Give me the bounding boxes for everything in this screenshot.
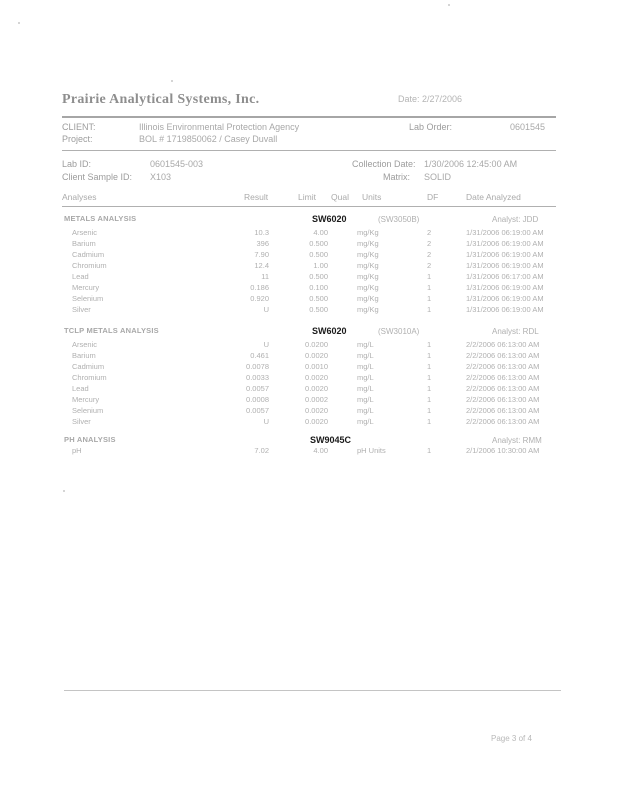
result-cell: 0.0057: [246, 406, 269, 415]
units-cell: mg/Kg: [357, 228, 379, 237]
units-cell: mg/Kg: [357, 250, 379, 259]
columns-divider: [62, 206, 556, 207]
limit-cell: 0.500: [309, 305, 328, 314]
result-cell: 0.186: [250, 283, 269, 292]
collection-date-label: Collection Date:: [352, 159, 416, 169]
units-cell: mg/L: [357, 362, 374, 371]
table-row: [0, 384, 623, 395]
analyte-cell: Cadmium: [72, 362, 105, 371]
scan-speck: [171, 80, 173, 82]
date-analyzed-cell: 2/2/2006 06:13:00 AM: [466, 340, 540, 349]
df-cell: 1: [427, 406, 432, 415]
units-cell: mg/L: [357, 351, 374, 360]
analyte-cell: Selenium: [72, 294, 104, 303]
table-row: [0, 239, 623, 250]
table-row: [0, 261, 623, 272]
table-row: [0, 250, 623, 261]
client-value: Illinois Environmental Protection Agency: [139, 122, 300, 132]
df-cell: 2: [427, 239, 432, 248]
table-row: [0, 406, 623, 417]
result-cell: U: [263, 340, 269, 349]
limit-cell: 0.0020: [305, 351, 328, 360]
client-divider: [62, 150, 556, 151]
col-date-analyzed: Date Analyzed: [466, 192, 521, 202]
limit-cell: 1.00: [313, 261, 328, 270]
date-analyzed-cell: 2/1/2006 10:30:00 AM: [466, 446, 540, 455]
matrix-value: SOLID: [424, 172, 452, 182]
analyte-cell: Selenium: [72, 406, 104, 415]
scan-speck: [18, 22, 20, 24]
date-analyzed-cell: 2/2/2006 06:13:00 AM: [466, 362, 540, 371]
analyte-cell: Lead: [72, 384, 89, 393]
limit-cell: 0.0020: [305, 384, 328, 393]
df-cell: 1: [427, 395, 432, 404]
section-prep-method: (SW3050B): [378, 215, 420, 224]
units-cell: mg/L: [357, 406, 374, 415]
date-analyzed-cell: 1/31/2006 06:19:00 AM: [466, 239, 544, 248]
analyte-cell: Mercury: [72, 395, 100, 404]
limit-cell: 0.0200: [305, 340, 328, 349]
table-row: [0, 283, 623, 294]
date-analyzed-cell: 2/2/2006 06:13:00 AM: [466, 373, 540, 382]
result-cell: 11: [261, 272, 269, 281]
limit-cell: 0.100: [309, 283, 328, 292]
units-cell: mg/Kg: [357, 239, 379, 248]
table-row: [0, 305, 623, 316]
col-analyses: Analyses: [62, 192, 97, 202]
project-label: Project:: [62, 134, 93, 144]
analyte-cell: Chromium: [72, 261, 107, 270]
units-cell: mg/L: [357, 395, 374, 404]
date-analyzed-cell: 1/31/2006 06:17:00 AM: [466, 272, 544, 281]
table-row: [0, 395, 623, 406]
limit-cell: 0.0010: [305, 362, 328, 371]
units-cell: mg/L: [357, 373, 374, 382]
table-row: [0, 294, 623, 305]
table-row: [0, 417, 623, 428]
result-cell: 12.4: [254, 261, 269, 270]
limit-cell: 4.00: [313, 228, 328, 237]
col-limit: Limit: [298, 192, 316, 202]
result-cell: 0.0078: [246, 362, 269, 371]
section-method: SW9045C: [310, 435, 352, 445]
company-name: Prairie Analytical Systems, Inc.: [62, 92, 260, 107]
analyte-cell: Arsenic: [72, 340, 98, 349]
analyte-cell: Barium: [72, 239, 96, 248]
result-cell: 0.0057: [246, 384, 269, 393]
units-cell: mg/Kg: [357, 261, 379, 270]
lab-order-label: Lab Order:: [409, 122, 453, 132]
units-cell: mg/Kg: [357, 272, 379, 281]
analyte-cell: Arsenic: [72, 228, 98, 237]
units-cell: pH Units: [357, 446, 386, 455]
table-row: [0, 272, 623, 283]
table-row: [0, 228, 623, 239]
analyte-cell: Barium: [72, 351, 96, 360]
limit-cell: 0.0002: [305, 395, 328, 404]
df-cell: 1: [427, 340, 432, 349]
limit-cell: 4.00: [313, 446, 328, 455]
date-analyzed-cell: 2/2/2006 06:13:00 AM: [466, 384, 540, 393]
result-cell: 0.0033: [246, 373, 269, 382]
analyte-cell: Cadmium: [72, 250, 105, 259]
df-cell: 1: [427, 272, 432, 281]
section-prep-method: (SW3010A): [378, 327, 420, 336]
units-cell: mg/L: [357, 384, 374, 393]
df-cell: 2: [427, 250, 432, 259]
date-analyzed-cell: 2/2/2006 06:13:00 AM: [466, 406, 540, 415]
section-title: TCLP METALS ANALYSIS: [64, 326, 159, 335]
limit-cell: 0.0020: [305, 406, 328, 415]
lab-id-label: Lab ID:: [62, 159, 92, 169]
result-cell: U: [263, 417, 269, 426]
result-cell: 0.0008: [246, 395, 269, 404]
analyte-cell: Lead: [72, 272, 89, 281]
table-row: [0, 340, 623, 351]
limit-cell: 0.0020: [305, 417, 328, 426]
units-cell: mg/L: [357, 417, 374, 426]
col-result: Result: [244, 192, 269, 202]
result-cell: 7.02: [254, 446, 269, 455]
df-cell: 1: [427, 446, 432, 455]
df-cell: 2: [427, 261, 432, 270]
section-analyst: Analyst: RDL: [492, 327, 539, 336]
scan-speck: [448, 4, 450, 6]
client-sample-label: Client Sample ID:: [62, 172, 133, 182]
date-analyzed-cell: 1/31/2006 06:19:00 AM: [466, 294, 544, 303]
date-analyzed-cell: 2/2/2006 06:13:00 AM: [466, 395, 540, 404]
section-analyst: Analyst: JDD: [492, 215, 539, 224]
result-cell: U: [263, 305, 269, 314]
collection-date-value: 1/30/2006 12:45:00 AM: [424, 159, 518, 169]
table-row: [0, 351, 623, 362]
date-analyzed-cell: 1/31/2006 06:19:00 AM: [466, 283, 544, 292]
units-cell: mg/Kg: [357, 305, 379, 314]
section-method: SW6020: [312, 214, 347, 224]
table-row: [0, 373, 623, 384]
limit-cell: 0.0020: [305, 373, 328, 382]
units-cell: mg/Kg: [357, 283, 379, 292]
col-units: Units: [362, 192, 382, 202]
lab-order-value: 0601545: [510, 122, 546, 132]
df-cell: 1: [427, 384, 432, 393]
result-cell: 0.461: [250, 351, 269, 360]
section-title: PH ANALYSIS: [64, 435, 116, 444]
df-cell: 1: [427, 305, 432, 314]
df-cell: 1: [427, 283, 432, 292]
analyte-cell: Silver: [72, 305, 91, 314]
col-df: DF: [427, 192, 439, 202]
analyte-cell: Silver: [72, 417, 91, 426]
table-row: [0, 446, 623, 457]
matrix-label: Matrix:: [383, 172, 410, 182]
df-cell: 1: [427, 417, 432, 426]
footer-divider: [64, 690, 561, 691]
units-cell: mg/Kg: [357, 294, 379, 303]
limit-cell: 0.500: [309, 294, 328, 303]
date-analyzed-cell: 2/2/2006 06:13:00 AM: [466, 417, 540, 426]
result-cell: 10.3: [254, 228, 269, 237]
limit-cell: 0.500: [309, 272, 328, 281]
df-cell: 1: [427, 294, 432, 303]
section-title: METALS ANALYSIS: [64, 214, 137, 223]
client-label: CLIENT:: [62, 122, 96, 132]
section-analyst: Analyst: RMM: [492, 436, 542, 445]
units-cell: mg/L: [357, 340, 374, 349]
date-analyzed-cell: 1/31/2006 06:19:00 AM: [466, 228, 544, 237]
result-cell: 7.90: [254, 250, 269, 259]
col-qual: Qual: [331, 192, 349, 202]
analyte-cell: Mercury: [72, 283, 100, 292]
section-method: SW6020: [312, 326, 347, 336]
table-row: [0, 362, 623, 373]
project-value: BOL # 1719850062 / Casey Duvall: [139, 134, 278, 144]
df-cell: 1: [427, 373, 432, 382]
df-cell: 2: [427, 228, 432, 237]
limit-cell: 0.500: [309, 239, 328, 248]
date-analyzed-cell: 1/31/2006 06:19:00 AM: [466, 261, 544, 270]
analyte-cell: pH: [72, 446, 82, 455]
df-cell: 1: [427, 362, 432, 371]
report-date: Date: 2/27/2006: [398, 94, 463, 104]
analyte-cell: Chromium: [72, 373, 107, 382]
page-number: Page 3 of 4: [491, 734, 532, 743]
result-cell: 396: [256, 239, 269, 248]
date-analyzed-cell: 2/2/2006 06:13:00 AM: [466, 351, 540, 360]
limit-cell: 0.500: [309, 250, 328, 259]
lab-id-value: 0601545-003: [150, 159, 204, 169]
date-analyzed-cell: 1/31/2006 06:19:00 AM: [466, 250, 544, 259]
client-sample-value: X103: [150, 172, 172, 182]
df-cell: 1: [427, 351, 432, 360]
scan-speck: [63, 490, 65, 492]
header-divider: [62, 116, 556, 118]
result-cell: 0.920: [250, 294, 269, 303]
date-analyzed-cell: 1/31/2006 06:19:00 AM: [466, 305, 544, 314]
